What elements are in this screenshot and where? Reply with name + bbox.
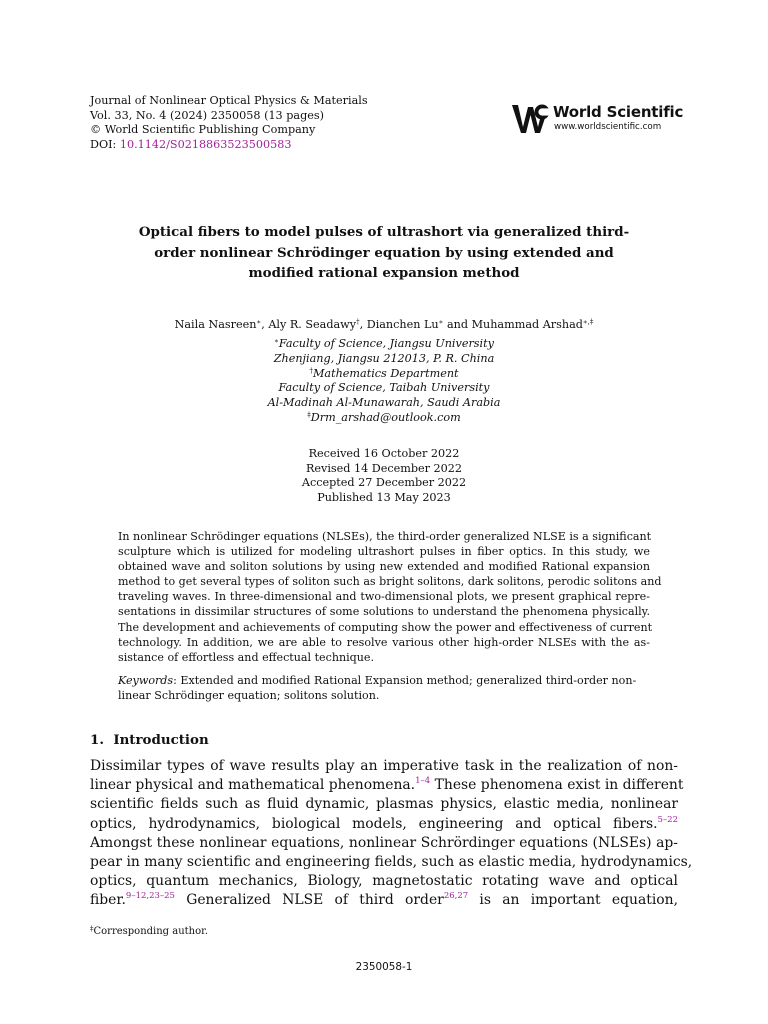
author-mark: † (356, 318, 360, 326)
abstract (118, 529, 662, 665)
abstract-line: sculpture which is utilized for modeling ultrashort pulses in fiber optics. In this study, we (118, 545, 650, 559)
publication-dates (0, 447, 768, 505)
author-name: Dianchen Lu (366, 318, 439, 331)
author-mark: ∗ (438, 318, 444, 326)
journal-name: Journal of Nonlinear Optical Physics & Materials (90, 94, 368, 107)
date-accepted: Accepted 27 December 2022 (301, 476, 467, 490)
keywords-label: Keywords (118, 674, 174, 687)
intro-text: linear physical and mathematical phenomena. (90, 777, 416, 794)
intro-text: Generalized NLSE of third order (174, 892, 444, 909)
footnote (90, 926, 208, 937)
abstract-line: The development and achievements of computing show the power and effectiveness of current (118, 620, 653, 634)
intro-line (90, 795, 678, 814)
publisher-logo (511, 99, 684, 139)
affiliation-mark: ‡ (307, 410, 311, 419)
affiliations (0, 337, 768, 426)
affiliation-line (0, 381, 768, 396)
abstract-line: In nonlinear Schrödinger equations (NLSEs), the third-order generalized NLSE is a significant (118, 530, 652, 543)
author-list (0, 318, 768, 331)
section-title: Introduction (113, 732, 209, 748)
intro-text: These phenomena exist in different (430, 777, 684, 794)
abstract-line: sentations in dissimilar structures of some solutions to understand the phenomena physically. (118, 605, 650, 619)
affiliation-text: Faculty of Science, Jiangsu University (278, 337, 494, 350)
affiliation-line (0, 396, 768, 411)
citation-link[interactable]: 1–4 (415, 776, 431, 787)
section-number: 1. (90, 732, 104, 748)
section-heading (90, 732, 209, 748)
keywords (118, 673, 650, 703)
introduction-text (90, 757, 693, 911)
affiliation-line (0, 367, 768, 382)
world-scientific-logo-icon (511, 99, 551, 135)
footnote-mark: ‡ (90, 925, 94, 933)
intro-text: scientific fields such as fluid dynamic, plasmas physics, elastic media, nonlinear (90, 796, 678, 813)
publisher-url[interactable]: www.worldscientific.com (554, 122, 662, 132)
title-line: order nonlinear Schrödinger equation by using extended and (154, 244, 614, 261)
intro-line (90, 757, 678, 776)
intro-line (90, 834, 678, 853)
affiliation-mark: † (309, 366, 313, 375)
intro-line (90, 853, 693, 872)
keywords-text: : Extended and modified Rational Expansion method; generalized third-order non- (173, 674, 637, 687)
abstract-line: method to get several types of soliton such as bright solitons, dark solitons, perodic solitons and (118, 575, 662, 589)
author-separator: , (261, 318, 269, 331)
author-email[interactable]: Drm_arshad@outlook.com (310, 410, 461, 424)
title-line: modified rational expansion method (248, 265, 520, 281)
affiliation-line (0, 352, 768, 367)
affiliation-text: Zhenjiang, Jiangsu 212013, P. R. China (273, 351, 495, 365)
intro-text: is an important equation, (468, 892, 678, 909)
author-name: Muhammad Arshad (471, 318, 583, 331)
date-revised: Revised 14 December 2022 (305, 461, 463, 475)
keywords-line: linear Schrödinger equation; solitons solution. (118, 689, 380, 703)
citation-link[interactable]: 9–12,23–25 (125, 891, 175, 902)
intro-line (90, 776, 684, 795)
title-line: Optical fibers to model pulses of ultrashort via generalized third- (138, 224, 630, 240)
affiliation-line (0, 411, 768, 426)
affiliation-text: Faculty of Science, Taibah University (278, 381, 490, 395)
abstract-line: technology. In addition, we are able to resolve various other high-order NLSEs with the as- (118, 635, 650, 649)
publisher-name: World Scientific (553, 103, 684, 121)
intro-text: pear in many scientific and engineering fields, such as elastic media, hydrodynamics, (90, 854, 693, 871)
journal-volume: Vol. 33, No. 4 (2024) 2350058 (13 pages) (90, 108, 324, 122)
affiliation-line (0, 337, 768, 352)
author-name: Naila Nasreen (174, 318, 257, 331)
journal-info (90, 94, 368, 152)
intro-text: Dissimilar types of wave results play an imperative task in the realization of non- (90, 758, 678, 774)
doi-label: DOI: (90, 137, 120, 151)
journal-doi-line (90, 138, 368, 153)
author-mark: ∗ (256, 318, 262, 326)
affiliation-text: Al-Madinah Al-Munawarah, Saudi Arabia (267, 396, 501, 410)
intro-text: fiber. (90, 892, 126, 909)
footnote-text: Corresponding author. (93, 926, 209, 937)
intro-line (90, 815, 678, 834)
author-mark: ∗,‡ (582, 318, 594, 326)
intro-text: Amongst these nonlinear equations, nonlinear Schrördinger equations (NLSEs) ap- (90, 834, 678, 851)
intro-text: optics, hydrodynamics, biological models, engineering and optical fibers. (90, 815, 658, 832)
abstract-line: sistance of effortless and effectual technique. (118, 650, 374, 664)
paper-title (100, 222, 668, 284)
author-separator: , (359, 318, 367, 331)
author-name: Aly R. Seadawy (268, 318, 357, 331)
intro-text: optics, quantum mechanics, Biology, magnetostatic rotating wave and optical (90, 873, 678, 890)
doi-link[interactable]: 10.1142/S0218863523500583 (119, 137, 292, 151)
keywords-line (118, 673, 650, 688)
citation-link[interactable]: 5–22 (657, 814, 678, 825)
affiliation-text: Mathematics Department (312, 366, 459, 380)
affiliation-mark: ∗ (274, 337, 279, 345)
intro-line (90, 872, 678, 891)
author-separator: and (443, 318, 472, 331)
citation-link[interactable]: 26,27 (443, 891, 469, 902)
abstract-line: obtained wave and soliton solutions by using new extended and modified Rational expansion (118, 560, 650, 574)
abstract-line: traveling waves. In three-dimensional and two-dimensional plots, we present graphical repre- (118, 590, 650, 604)
page-number: 2350058-1 (355, 961, 413, 973)
journal-copyright: © World Scientific Publishing Company (90, 123, 316, 136)
date-received: Received 16 October 2022 (308, 447, 460, 460)
date-published: Published 13 May 2023 (317, 490, 451, 504)
intro-line (90, 891, 678, 910)
